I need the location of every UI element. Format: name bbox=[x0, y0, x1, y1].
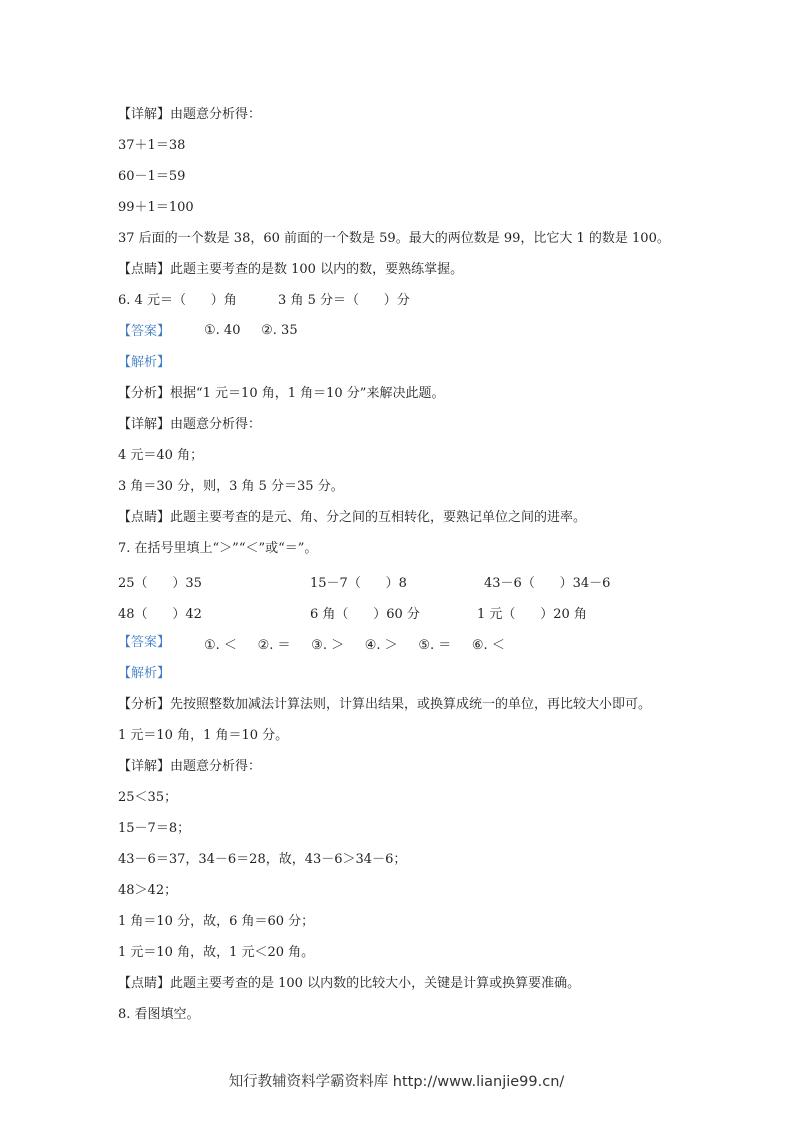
comment-paragraph: 【点睛】此题主要考查的是 100 以内数的比较大小，关键是计算或换算要准确。 bbox=[118, 976, 581, 991]
answer-values: ①. ＜ ②. ＝ ③. ＞ ④. ＞ ⑤. ＝ ⑥. ＜ bbox=[204, 638, 505, 653]
blank-item: 25（ ）35 bbox=[118, 576, 202, 591]
answer-label: 【答案】 bbox=[118, 324, 171, 339]
detail-label: 【详解】由题意分析得： bbox=[118, 759, 262, 774]
comment-paragraph: 【点睛】此题主要考查的是元、角、分之间的互相转化，要熟记单位之间的进率。 bbox=[118, 510, 587, 525]
analysis-paragraph: 【分析】根据“1 元＝10 角，1 角＝10 分”来解决此题。 bbox=[118, 386, 445, 401]
equation: 37＋1＝38 bbox=[118, 138, 186, 153]
blank-item: 6 角（ ）60 分 bbox=[310, 607, 420, 622]
analysis-label: 【解析】 bbox=[118, 355, 171, 370]
equation: 60－1＝59 bbox=[118, 169, 186, 184]
paragraph: 1 元＝10 角，1 角＝10 分。 bbox=[118, 728, 289, 743]
answer-values: ①. 40 ②. 35 bbox=[204, 323, 298, 338]
equation: 43－6＝37，34－6＝28，故，43－6＞34－6； bbox=[118, 852, 407, 867]
equation: 25＜35； bbox=[118, 790, 178, 805]
equation: 48＞42； bbox=[118, 883, 178, 898]
equation: 1 角＝10 分，故，6 角＝60 分； bbox=[118, 914, 315, 929]
blank-item: 48（ ）42 bbox=[118, 607, 202, 622]
question-7: 7. 在括号里填上“＞”“＜”或“＝”。 bbox=[118, 541, 318, 556]
equation: 15－7＝8； bbox=[118, 821, 191, 836]
answer-label: 【答案】 bbox=[118, 635, 171, 650]
blank-item: 43－6（ ）34－6 bbox=[484, 576, 611, 591]
comment-paragraph: 【点睛】此题主要考查的是数 100 以内的数，要熟练掌握。 bbox=[118, 262, 464, 277]
equation: 4 元＝40 角； bbox=[118, 448, 204, 463]
equation: 99＋1＝100 bbox=[118, 200, 194, 215]
analysis-paragraph: 【分析】先按照整数加减法计算法则，计算出结果，或换算成统一的单位，再比较大小即可。 bbox=[118, 697, 652, 712]
paragraph: 37 后面的一个数是 38，60 前面的一个数是 59。最大的两位数是 99，比它大 1 的数是 100。 bbox=[118, 231, 670, 246]
question-6: 6. 4 元＝（ ）角 3 角 5 分＝（ ）分 bbox=[118, 293, 410, 308]
detail-label: 【详解】由题意分析得： bbox=[118, 107, 262, 122]
equation: 1 元＝10 角，故，1 元＜20 角。 bbox=[118, 945, 315, 960]
detail-label: 【详解】由题意分析得： bbox=[118, 417, 262, 432]
analysis-label: 【解析】 bbox=[118, 666, 171, 681]
blank-item: 1 元（ ）20 角 bbox=[477, 607, 587, 622]
blank-item: 15－7（ ）8 bbox=[310, 576, 407, 591]
equation: 3 角＝30 分，则，3 角 5 分＝35 分。 bbox=[118, 479, 344, 494]
question-8: 8. 看图填空。 bbox=[118, 1007, 200, 1022]
footer-watermark: 知行教辅资料学霸资料库 http://www.lianjie99.cn/ bbox=[228, 1074, 565, 1090]
